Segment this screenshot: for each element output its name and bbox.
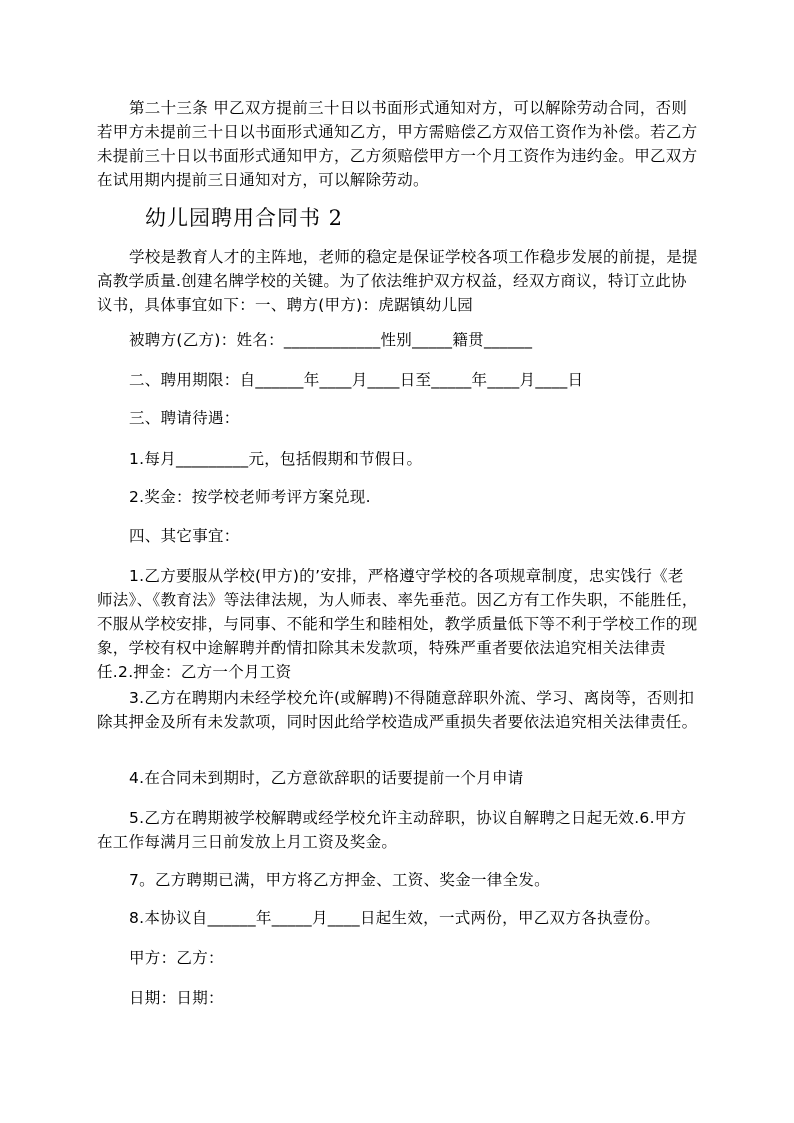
date-line: 日期：日期： [129, 989, 224, 1007]
intro-paragraph: 学校是教育人才的主阵地，老师的稳定是保证学校各项工作稳步发展的前提，是提高教学质量.创建名牌学校的关键。为了依法维护双方权益，经双方商议，特订立此协议书，具体事宜如下：一、聘方(甲方)：虎踞镇幼儿园 [97, 248, 698, 314]
item-5-paragraph: 5.乙方在聘期被学校解聘或经学校允许主动辞职，协议自解聘之日起无效.6.甲方在工作每满月三日前发放上月工资及奖金。 [97, 809, 687, 851]
item-1-paragraph: 1.乙方要服从学校(甲方)的’安排，严格遵守学校的各项规章制度，忠实饯行《老师法》、《教育法》等法律法规，为人师表、率先垂范。因乙方有工作失职，不能胜任，不服从学校安排，与同事、不能和学生和睦相处，教学质量低下等不利于学校工作的现象，学校有权中途解聘并酌情扣除其未发款项，特殊严重者要依法追究相关法律责任.2.押金：乙方一个月工资 [97, 567, 698, 681]
party-signature-line: 甲方：乙方： [129, 949, 224, 967]
bonus-line: 2.奖金：按学校老师考评方案兑现. [129, 488, 371, 506]
item-4-line: 4.在合同未到期时，乙方意欲辞职的话要提前一个月申请 [129, 769, 524, 787]
term-line: 二、聘用期限：自______年____月____日至_____年____月____日 [129, 371, 584, 389]
clause-23-paragraph: 第二十三条 甲乙双方提前三十日以书面形式通知对方，可以解除劳动合同，否则若甲方未提前三十日以书面形式通知乙方，甲方需赔偿乙方双倍工资作为补偿。若乙方未提前三十日以书面形式通知甲方，乙方须赔偿甲方一个月工资作为违约金。甲乙双方在试用期内提前三日通知对方，可以解除劳动。 [97, 99, 698, 189]
other-matters-heading: 四、其它事宜： [129, 527, 240, 545]
item-8-line: 8.本协议自______年_____月____日起生效，一式两份，甲乙双方各执壹份。 [129, 909, 661, 927]
employee-info-line: 被聘方(乙方)：姓名：____________性别_____籍贯______ [129, 331, 533, 349]
treatment-heading: 三、聘请待遇： [129, 409, 240, 427]
salary-line: 1.每月_________元，包括假期和节假日。 [129, 450, 423, 468]
item-7-line: 7。乙方聘期已满，甲方将乙方押金、工资、奖金一律全发。 [129, 871, 550, 889]
item-3-paragraph: 3.乙方在聘期内未经学校允许(或解聘)不得随意辞职外流、学习、离岗等，否则扣除其押金及所有未发款项，同时因此给学校造成严重损失者要依法追究相关法律责任。 [97, 689, 698, 731]
page-title: 幼儿园聘用合同书 2 [145, 206, 344, 230]
